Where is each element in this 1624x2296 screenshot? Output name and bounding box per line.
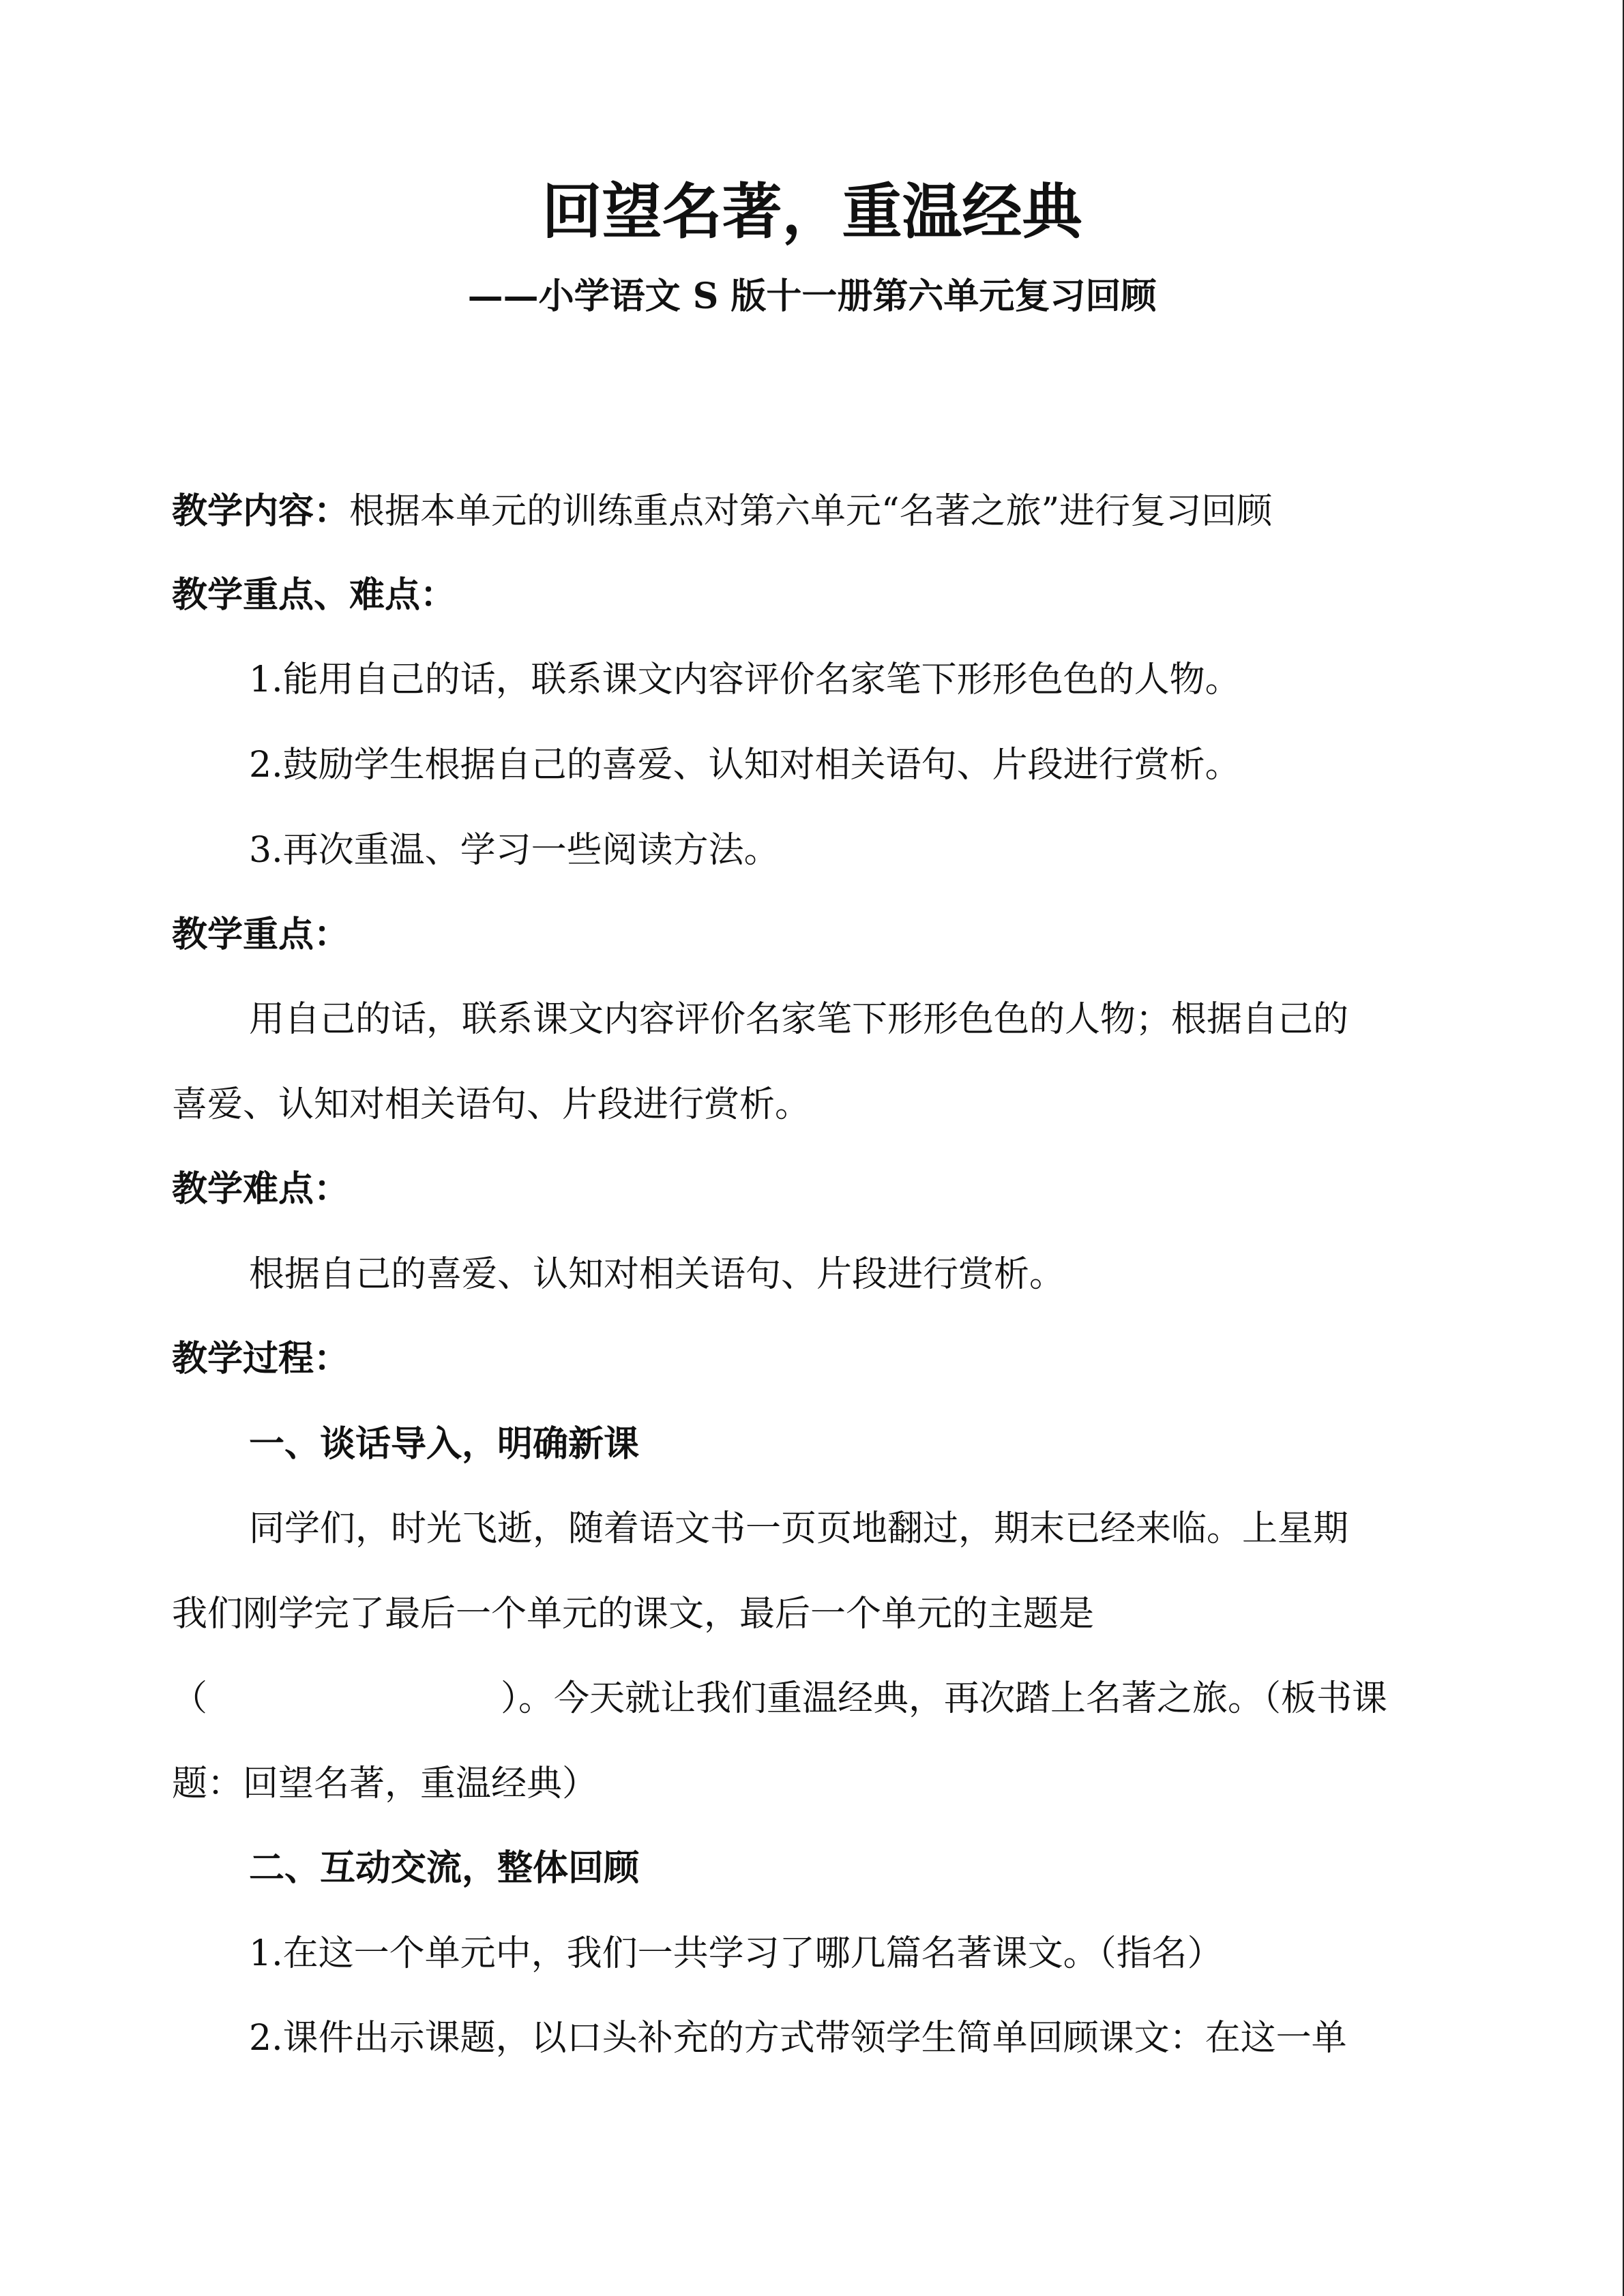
- section-1-paragraph-line-4: 题：回望名著，重温经典）: [172, 1763, 598, 1804]
- goal-item-3: 3.再次重温、学习一些阅读方法。: [249, 830, 780, 871]
- goal-item-1: 1.能用自己的话，联系课文内容评价名家笔下形形色色的人物。: [249, 659, 1241, 700]
- document-subtitle: ——小学语文 S 版十一册第六单元复习回顾: [467, 275, 1157, 317]
- fill-in-rest: ）。今天就让我们重温经典，再次踏上名著之旅。（板书课: [501, 1678, 1388, 1719]
- document-title: 回望名著，重温经典: [542, 176, 1082, 247]
- key-points-text-line-1: 用自己的话，联系课文内容评价名家笔下形形色色的人物；根据自己的: [249, 999, 1349, 1040]
- difficult-points-heading: 教学难点：: [172, 1168, 350, 1210]
- fill-in-open-paren: （: [172, 1678, 208, 1719]
- goal-item-2: 2.鼓励学生根据自己的喜爱、认知对相关语句、片段进行赏析。: [249, 745, 1241, 786]
- teaching-process-heading: 教学过程：: [172, 1338, 350, 1380]
- section-2-item-1: 1.在这一个单元中，我们一共学习了哪几篇名著课文。（指名）: [249, 1933, 1223, 1974]
- section-1-paragraph-line-2: 我们刚学完了最后一个单元的课文，最后一个单元的主题是: [172, 1594, 1095, 1635]
- section-1-paragraph-line-3: [172, 1675, 1387, 1723]
- key-difficult-heading: 教学重点、难点：: [172, 574, 456, 616]
- key-points-text-line-2: 喜爱、认知对相关语句、片段进行赏析。: [172, 1084, 811, 1125]
- key-points-heading: 教学重点：: [172, 914, 350, 955]
- section-1-paragraph-line-1: 同学们，时光飞逝，随着语文书一页页地翻过，期末已经来临。上星期: [249, 1508, 1349, 1549]
- section-1-heading: 一、谈话导入，明确新课: [249, 1423, 640, 1465]
- difficult-points-text: 根据自己的喜爱、认知对相关语句、片段进行赏析。: [249, 1254, 1065, 1295]
- section-2-heading: 二、互动交流，整体回顾: [249, 1847, 640, 1889]
- section-2-item-2: 2.课件出示课题，以口头补充的方式带领学生简单回顾课文：在这一单: [249, 2018, 1347, 2059]
- teaching-content-line: [172, 488, 1272, 535]
- teaching-content-text: 根据本单元的训练重点对第六单元“名著之旅”进行复习回顾: [349, 491, 1273, 532]
- teaching-content-label: 教学内容：: [172, 490, 350, 532]
